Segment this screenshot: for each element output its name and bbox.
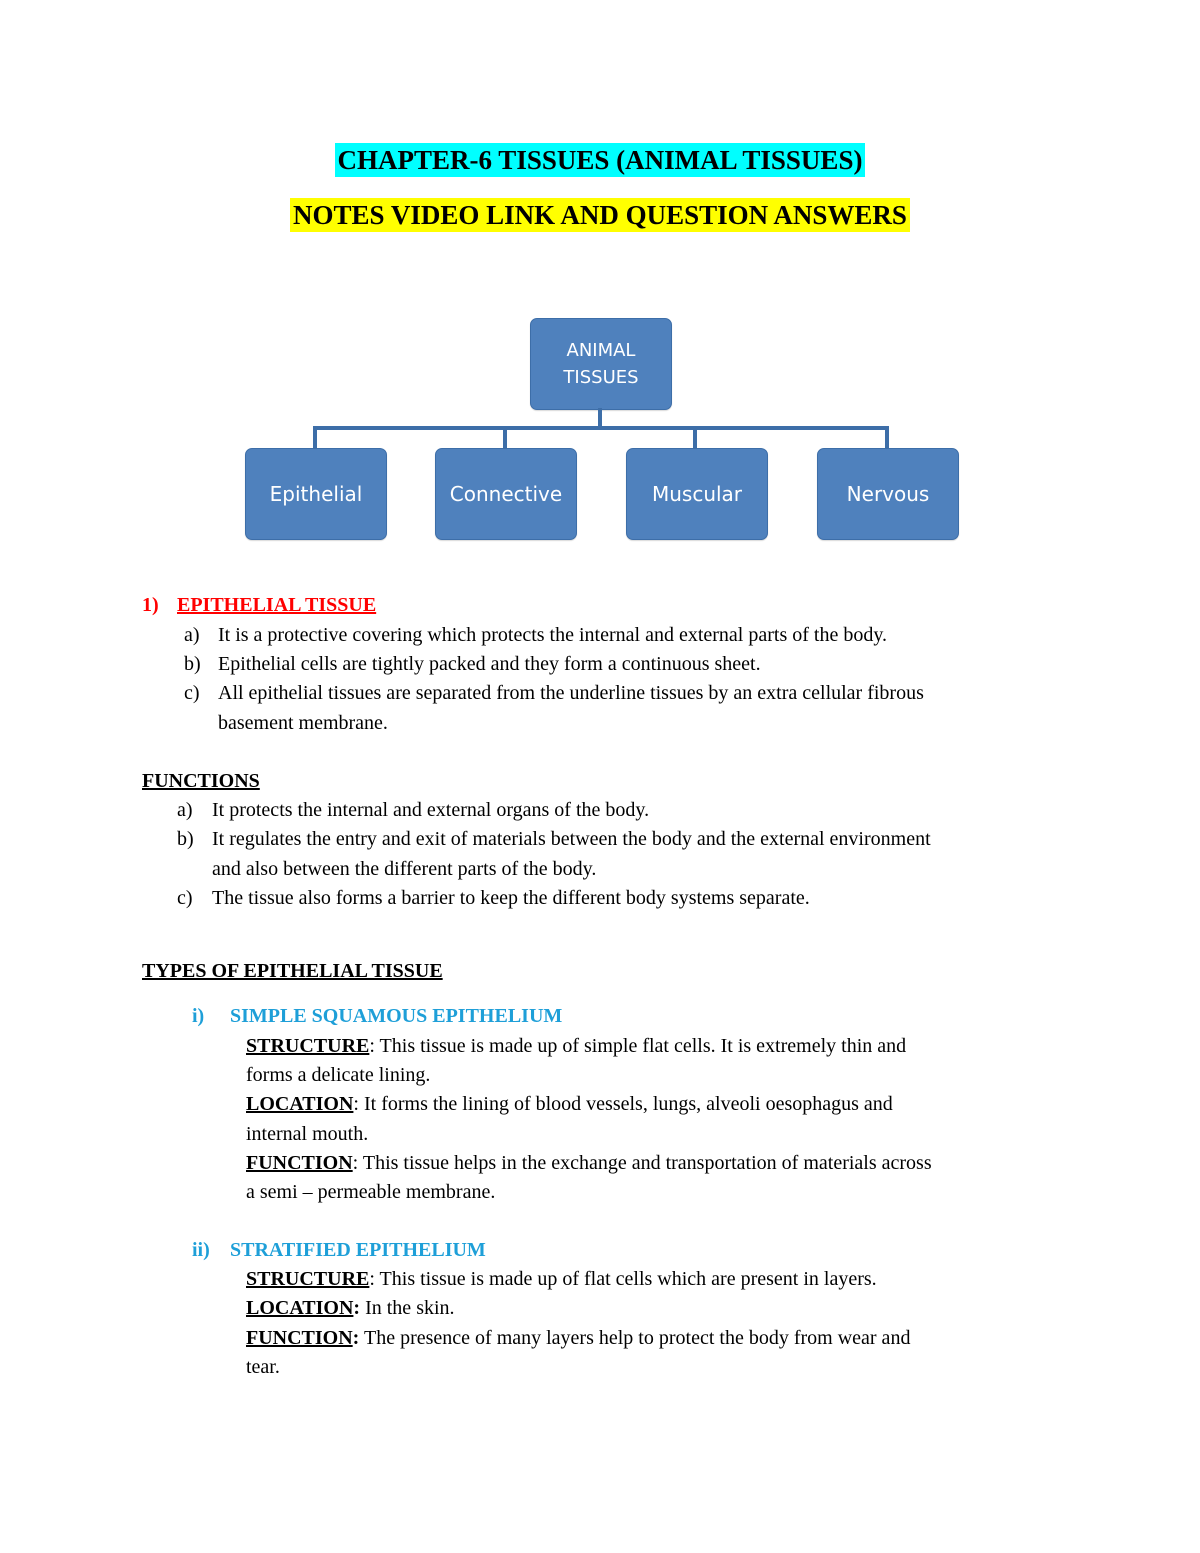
structure-sep: : [369,1035,375,1057]
structure-sep: : [369,1268,375,1290]
list-marker: c) [184,682,200,704]
location-text: It forms the lining of blood vessels, lungs, alveoli oesophagus and [358,1093,893,1115]
list-marker: b) [184,653,201,675]
function-text: This tissue helps in the exchange and transportation of materials across [358,1152,932,1174]
location-label: LOCATION [246,1093,354,1115]
list-marker: b) [177,828,194,850]
function-line [246,1324,910,1354]
location-sep: : [353,1093,359,1115]
location-line [246,1294,455,1324]
list-marker: c) [177,887,193,909]
diagram-box-nervous: Nervous [817,448,959,540]
location-sep: : [353,1297,361,1319]
list-item: The tissue also forms a barrier to keep the different body systems separate. [212,887,810,909]
structure-line [246,1032,906,1062]
chapter-title [0,143,1200,177]
functions-heading: FUNCTIONS [142,770,260,792]
connector-root-stem [598,408,602,428]
diagram-box-muscular: Muscular [626,448,768,540]
section-number: 1) [142,594,159,616]
location-text: In the skin. [360,1297,455,1319]
structure-label: STRUCTURE [246,1035,370,1057]
diagram-box-connective: Connective [435,448,577,540]
type-name: STRATIFIED EPITHELIUM [230,1239,486,1261]
diagram-box-epithelial: Epithelial [245,448,387,540]
function-label: FUNCTION [246,1327,353,1349]
function-text: The presence of many layers help to protect the body from wear and [359,1327,911,1349]
connector-connective [503,426,507,448]
notes-subtitle [0,198,1200,232]
types-heading: TYPES OF EPITHELIAL TISSUE [142,960,443,982]
function-sep: : [352,1152,359,1174]
list-marker: a) [184,624,200,646]
type-numeral: i) [192,1005,205,1027]
list-item-continued: basement membrane. [218,712,388,734]
function-sep: : [352,1327,360,1349]
list-item-continued: and also between the different parts of the body. [212,858,597,880]
function-text-continued: a semi – permeable membrane. [246,1181,496,1203]
list-item: All epithelial tissues are separated from the underline tissues by an extra cellular fibrous [218,682,924,704]
list-item: It regulates the entry and exit of materials between the body and the external environment [212,828,931,850]
structure-text: This tissue is made up of flat cells which are present in layers. [374,1268,877,1290]
structure-text-continued: forms a delicate lining. [246,1064,431,1086]
location-line [246,1090,893,1120]
type-numeral: ii) [192,1239,210,1261]
root-label-line2: TISSUES [563,367,639,388]
structure-text: This tissue is made up of simple flat cells. It is extremely thin and [374,1035,907,1057]
function-text-continued: tear. [246,1356,280,1378]
location-label: LOCATION [246,1297,354,1319]
list-item: It is a protective covering which protects the internal and external parts of the body. [218,624,888,646]
root-label-line1: ANIMAL [566,340,636,361]
list-item: It protects the internal and external organs of the body. [212,799,650,821]
list-marker: a) [177,799,193,821]
function-label: FUNCTION [246,1152,353,1174]
chapter-title-text: CHAPTER-6 TISSUES (ANIMAL TISSUES) [335,143,866,177]
diagram-root-box [530,318,672,410]
section-heading: EPITHELIAL TISSUE [177,594,377,616]
connector-nervous [885,426,889,448]
connector-muscular [693,426,697,448]
location-text-continued: internal mouth. [246,1123,369,1145]
list-item: Epithelial cells are tightly packed and they form a continuous sheet. [218,653,761,675]
connector-horizontal-bar [313,426,889,430]
notes-subtitle-text: NOTES VIDEO LINK AND QUESTION ANSWERS [290,198,910,232]
structure-line [246,1265,877,1295]
function-line [246,1149,932,1179]
connector-epithelial [313,426,317,448]
structure-label: STRUCTURE [246,1268,370,1290]
type-name: SIMPLE SQUAMOUS EPITHELIUM [230,1005,563,1027]
